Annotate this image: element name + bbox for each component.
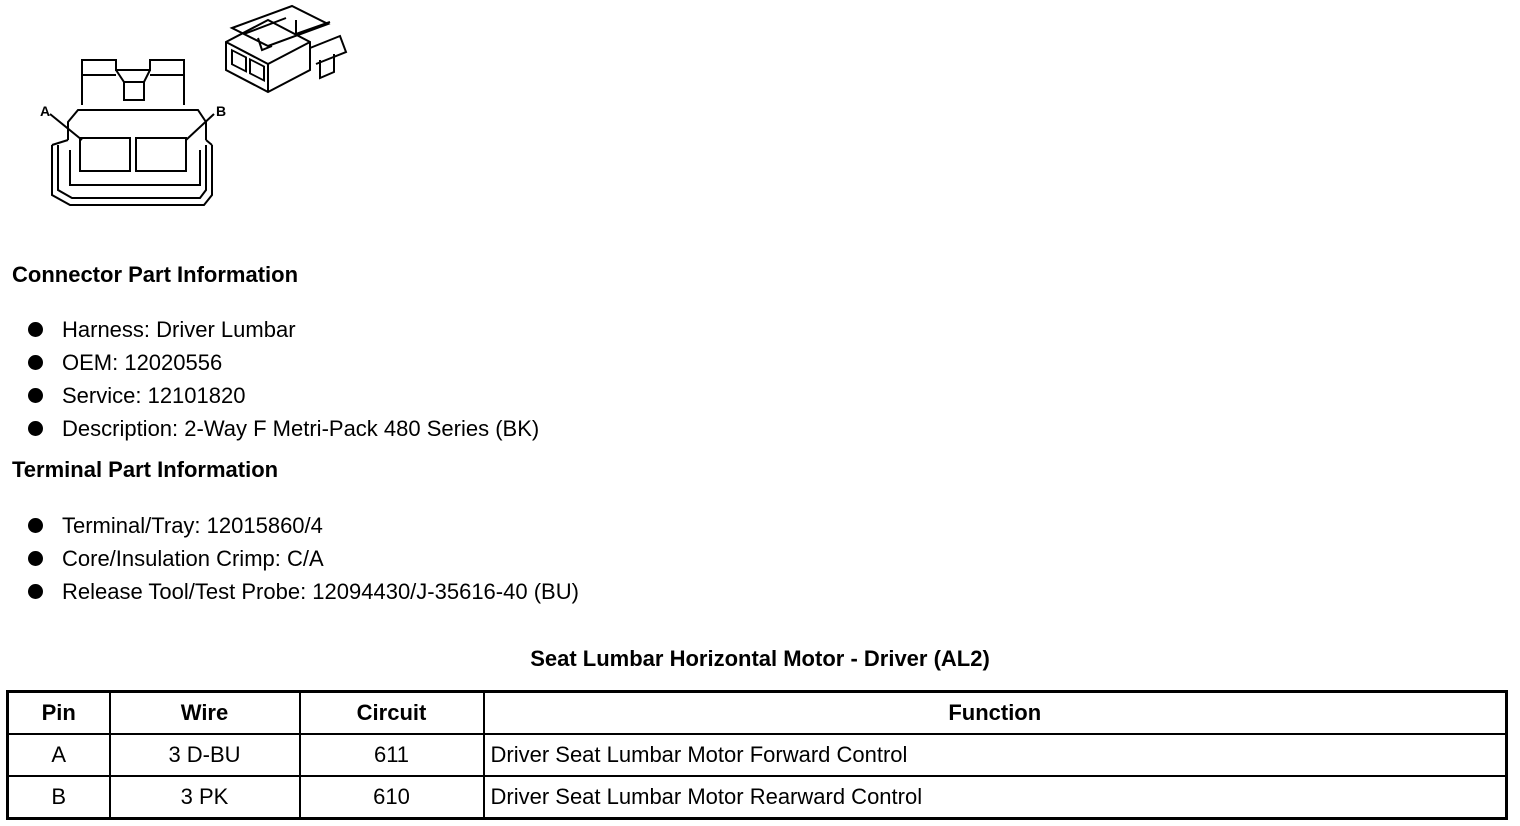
- list-item: [28, 509, 579, 542]
- pin-table-title: Seat Lumbar Horizontal Motor - Driver (AL2): [530, 646, 990, 671]
- list-item: [28, 346, 539, 379]
- cavity-label-a: A: [40, 103, 51, 119]
- header-pin: Pin: [8, 692, 110, 735]
- bullet-icon: [28, 421, 43, 436]
- connector-info-title: Connector Part Information: [12, 262, 299, 287]
- terminal-info-list: [28, 509, 579, 608]
- connector-info-harness: Harness: Driver Lumbar: [62, 317, 296, 342]
- table-header-row: [8, 692, 1507, 735]
- list-item: [28, 575, 579, 608]
- cell-wire: 3 D-BU: [110, 734, 300, 776]
- connector-info-oem: OEM: 12020556: [62, 350, 223, 375]
- cell-circuit: 611: [300, 734, 484, 776]
- cell-function: Driver Seat Lumbar Motor Forward Control: [484, 734, 1507, 776]
- list-item: [28, 313, 539, 346]
- connector-diagram: [0, 0, 380, 230]
- list-item: [28, 412, 539, 445]
- connector-front-view: [50, 60, 214, 205]
- header-wire: Wire: [110, 692, 300, 735]
- table-row: [8, 776, 1507, 819]
- cell-function: Driver Seat Lumbar Motor Rearward Control: [484, 776, 1507, 819]
- connector-info-list: [28, 313, 539, 445]
- pin-table: [6, 690, 1508, 820]
- terminal-info-release-tool: Release Tool/Test Probe: 12094430/J-35616-40 (BU): [62, 579, 579, 604]
- list-item: [28, 542, 579, 575]
- cavity-label-b: B: [216, 103, 227, 119]
- cell-circuit: 610: [300, 776, 484, 819]
- connector-isometric-view: [226, 6, 346, 92]
- cell-wire: 3 PK: [110, 776, 300, 819]
- terminal-info-crimp: Core/Insulation Crimp: C/A: [62, 546, 324, 571]
- bullet-icon: [28, 584, 43, 599]
- bullet-icon: [28, 388, 43, 403]
- bullet-icon: [28, 322, 43, 337]
- connector-info-description: Description: 2-Way F Metri-Pack 480 Series (BK): [62, 416, 540, 441]
- terminal-info-title: Terminal Part Information: [12, 457, 279, 482]
- header-function: Function: [484, 692, 1507, 735]
- bullet-icon: [28, 355, 43, 370]
- connector-info-service: Service: 12101820: [62, 383, 246, 408]
- bullet-icon: [28, 551, 43, 566]
- terminal-info-terminal-tray: Terminal/Tray: 12015860/4: [62, 513, 323, 538]
- cell-pin: B: [8, 776, 110, 819]
- list-item: [28, 379, 539, 412]
- table-row: [8, 734, 1507, 776]
- header-circuit: Circuit: [300, 692, 484, 735]
- bullet-icon: [28, 518, 43, 533]
- cell-pin: A: [8, 734, 110, 776]
